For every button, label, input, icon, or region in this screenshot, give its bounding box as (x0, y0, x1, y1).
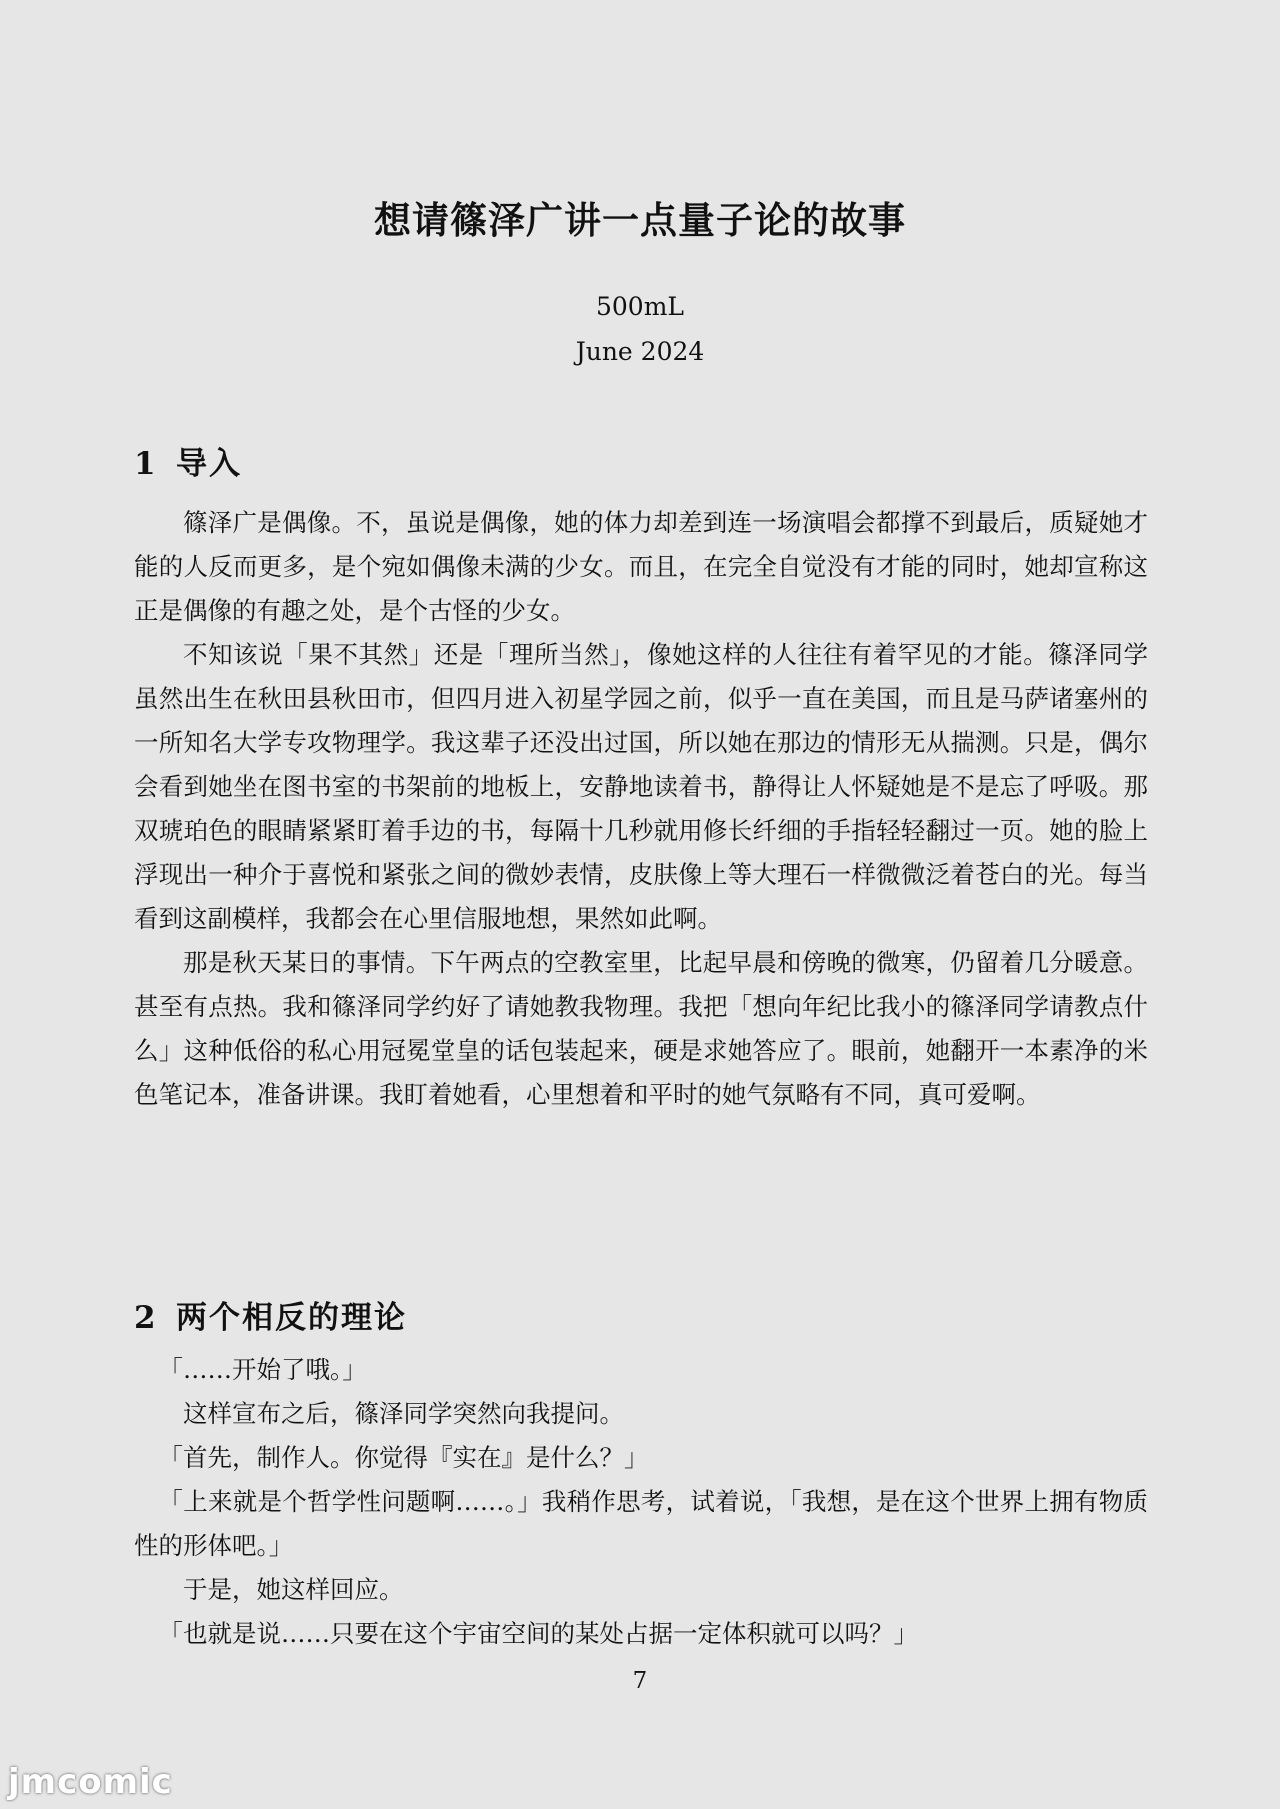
dialogue-line: 「首先，制作人。你觉得『实在』是什么？」 (158, 1443, 649, 1472)
body-paragraph: 篠泽广是偶像。不，虽说是偶像，她的体力却差到连一场演唱会都撑不到最后，质疑她才能的人反而更多，是个宛如偶像未满的少女。而且，在完全自觉没有才能的同时，她却宣称这正是偶像的有趣之处，是个古怪的少女。 (134, 508, 1148, 625)
section-title: 两个相反的理论 (176, 1300, 407, 1336)
section-heading (134, 1292, 407, 1337)
document-author: 500mL (595, 292, 685, 321)
dialogue-line: 「……开始了哦。」 (158, 1355, 367, 1384)
document-title: 想请篠泽广讲一点量子论的故事 (374, 198, 906, 242)
dialogue-line: 「也就是说……只要在这个宇宙空间的某处占据一定体积就可以吗？」 (158, 1619, 918, 1648)
section-heading (134, 438, 242, 483)
section-number: 1 (134, 446, 158, 482)
section-number: 2 (134, 1300, 158, 1336)
narration-line: 于是，她这样回应。 (183, 1575, 404, 1604)
narration-line: 这样宣布之后，篠泽同学突然向我提问。 (183, 1399, 624, 1428)
body-paragraph: 不知该说「果不其然」还是「理所当然」，像她这样的人往往有着罕见的才能。篠泽同学虽然出生在秋田县秋田市，但四月进入初星学园之前，似乎一直在美国，而且是马萨诸塞州的一所知名大学专攻物理学。我这辈子还没出过国，所以她在那边的情形无从揣测。只是，偶尔会看到她坐在图书室的书架前的地板上，安静地读着书，静得让人怀疑她是不是忘了呼吸。那双琥珀色的眼睛紧紧盯着手边的书，每隔十几秒就用修长纤细的手指轻轻翻过一页。她的脸上浮现出一种介于喜悦和紧张之间的微妙表情，皮肤像上等大理石一样微微泛着苍白的光。每当看到这副模样，我都会在心里信服地想，果然如此啊。 (134, 640, 1148, 933)
body-paragraph: 那是秋天某日的事情。下午两点的空教室里，比起早晨和傍晚的微寒，仍留着几分暖意。甚至有点热。我和篠泽同学约好了请她教我物理。我把「想向年纪比我小的篠泽同学请教点什么」这种低俗的私心用冠冕堂皇的话包装起来，硬是求她答应了。眼前，她翻开一本素净的米色笔记本，准备讲课。我盯着她看，心里想着和平时的她气氛略有不同，真可爱啊。 (134, 948, 1148, 1109)
section-body (134, 501, 1148, 1117)
page-number: 7 (632, 1668, 648, 1694)
watermark-logo: jmcomic (8, 1762, 173, 1802)
document-date: June 2024 (575, 337, 705, 366)
section-title: 导入 (176, 446, 242, 482)
section-body (134, 1348, 1148, 1656)
dialogue-line: 「上来就是个哲学性问题啊……。」我稍作思考，试着说，「我想，是在这个世界上拥有物质性的形体吧。」 (134, 1487, 1148, 1560)
